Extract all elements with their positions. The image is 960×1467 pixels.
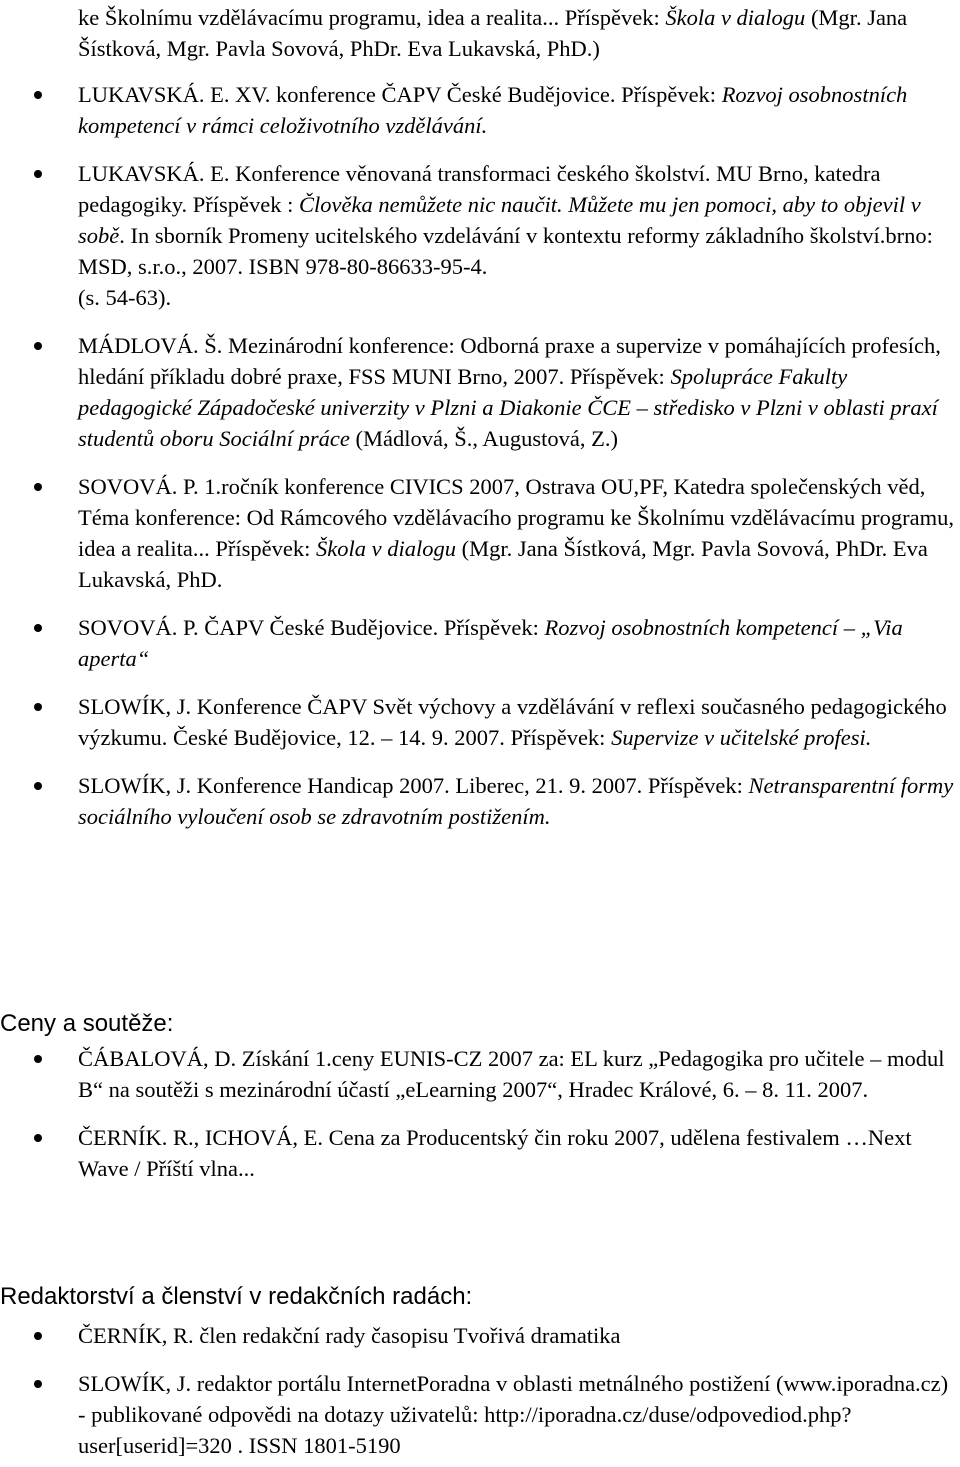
list-item: LUKAVSKÁ. E. Konference věnovaná transformaci českého školství. MU Brno, katedra pedagogiky. Příspěvek : Člověka nemůžete nic naučit. Můžete mu jen pomoci, aby to objevil v sobě. In sborník Promeny ucitelského vzdelávání v kontextu reformy základního školství.brno: MSD, s.r.o., 2007. ISBN 978-80-86633-95-4. (s. 54-63). (0, 158, 954, 313)
bullet-icon (34, 1055, 42, 1063)
continued-entry: ke Školnímu vzdělávacímu programu, idea a realita... Příspěvek: Škola v dialogu (Mgr. Jana Šístková, Mgr. Pavla Sovová, PhDr. Eva Lukavská, PhD.) (78, 5, 908, 61)
bullet-icon (34, 703, 42, 711)
list-item: LUKAVSKÁ. E. XV. konference ČAPV České Budějovice. Příspěvek: Rozvoj osobnostních kompetencí v rámci celoživotního vzdělávání. (0, 79, 954, 141)
editorial-list (0, 1320, 954, 1461)
editorial-heading: Redaktorství a členství v redakčních radách: (0, 1283, 473, 1310)
bullet-icon (34, 483, 42, 491)
list-item: MÁDLOVÁ. Š. Mezinárodní konference: Odborná praxe a supervize v pomáhajících profesích, hledání příkladu dobré praxe, FSS MUNI Brno, 2007. Příspěvek: Spolupráce Fakulty pedagogické Západočeské univerzity v Plzni a Diakonie ČCE – středisko v Plzni v oblasti praxí studentů oboru Sociální práce (Mádlová, Š., Augustová, Z.) (0, 330, 954, 454)
list-item: SOVOVÁ. P. ČAPV České Budějovice. Příspěvek: Rozvoj osobnostních kompetencí – „Via aperta“ (0, 612, 954, 674)
list-item: ČERNÍK. R., ICHOVÁ, E. Cena za Producentský čin roku 2007, udělena festivalem …Next Wave / Příští vlna... (0, 1122, 954, 1184)
awards-heading: Ceny a soutěže: (0, 1010, 174, 1037)
bullet-icon (34, 1134, 42, 1142)
list-item: ČÁBALOVÁ, D. Získání 1.ceny EUNIS-CZ 2007 za: EL kurz „Pedagogika pro učitele – modul B“ na soutěži s mezinárodní účastí „eLearning 2007“, Hradec Králové, 6. – 8. 11. 2007. (0, 1043, 954, 1105)
bullet-icon (34, 1380, 42, 1388)
awards-list (0, 1043, 954, 1184)
bullet-icon (34, 624, 42, 632)
bullet-icon (34, 342, 42, 350)
list-item: SLOWÍK, J. Konference Handicap 2007. Liberec, 21. 9. 2007. Příspěvek: Netransparentní formy sociálního vyloučení osob se zdravotním postižením. (0, 770, 954, 832)
bullet-icon (34, 170, 42, 178)
bullet-icon (34, 91, 42, 99)
list-item: SLOWÍK, J. Konference ČAPV Svět výchovy a vzdělávání v reflexi současného pedagogického výzkumu. České Budějovice, 12. – 14. 9. 2007. Příspěvek: Supervize v učitelské profesi. (0, 691, 954, 753)
bullet-icon (34, 1332, 42, 1340)
bullet-icon (34, 782, 42, 790)
list-item: SOVOVÁ. P. 1.ročník konference CIVICS 2007, Ostrava OU,PF, Katedra společenských věd, Téma konference: Od Rámcového vzdělávacího programu ke Školnímu vzdělávacímu programu, idea a realita... Příspěvek: Škola v dialogu (Mgr. Jana Šístková, Mgr. Pavla Sovová, PhDr. Eva Lukavská, PhD. (0, 471, 954, 595)
list-item: ČERNÍK, R. člen redakční rady časopisu Tvořivá dramatika (0, 1320, 954, 1351)
list-item: SLOWÍK, J. redaktor portálu InternetPoradna v oblasti metnálného postižení (www.iporadna.cz) - publikované odpovědi na dotazy uživatelů: http://iporadna.cz/duse/odpovediod.php?user[userid]=320 . ISSN 1801-5190 (0, 1368, 954, 1461)
conference-list (0, 79, 954, 832)
